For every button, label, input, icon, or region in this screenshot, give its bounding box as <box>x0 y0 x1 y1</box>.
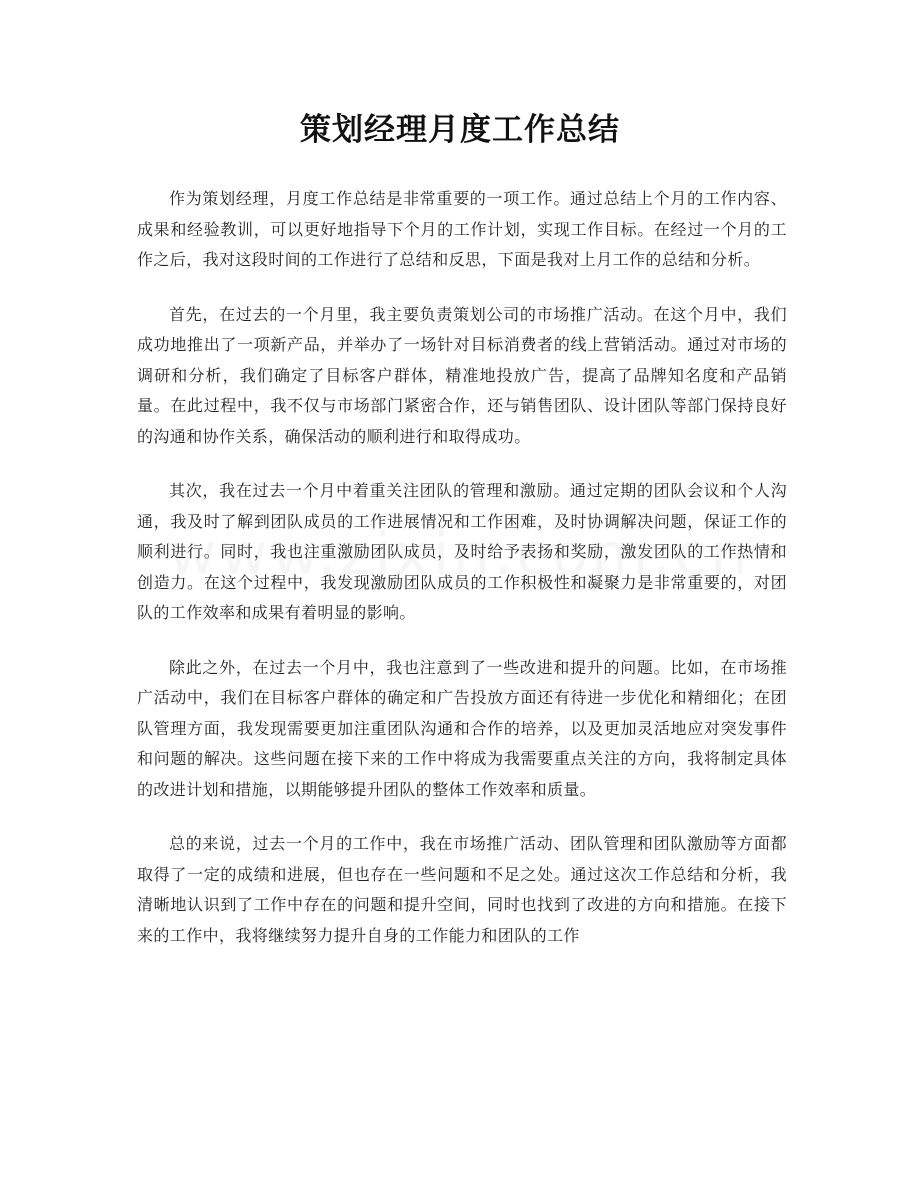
paragraph-improvements: 除此之外，在过去一个月中，我也注意到了一些改进和提升的问题。比如，在市场推广活动中，我们在目标客户群体的确定和广告投放方面还有待进一步优化和精细化；在团队管理方面，我发现需要更加注重团队沟通和合作的培养，以及更加灵活地应对突发事件和问题的解决。这些问题在接下来的工作中将成为我需要重点关注的方向，我将制定具体的改进计划和措施，以期能够提升团队的整体工作效率和质量。 <box>137 657 787 799</box>
paragraph-marketing: 首先，在过去的一个月里，我主要负责策划公司的市场推广活动。在这个月中，我们成功地推出了一项新产品，并举办了一场针对目标消费者的线上营销活动。通过对市场的调研和分析，我们确定了目标客户群体，精准地投放广告，提高了品牌知名度和产品销量。在此过程中，我不仅与市场部门紧密合作，还与销售团队、设计团队等部门保持良好的沟通和协作关系，确保活动的顺利进行和取得成功。 <box>137 304 787 446</box>
paragraph-conclusion: 总的来说，过去一个月的工作中，我在市场推广活动、团队管理和团队激励等方面都取得了一定的成绩和进展，但也存在一些问题和不足之处。通过这次工作总结和分析，我清晰地认识到了工作中存在的问题和提升空间，同时也找到了改进的方向和措施。在接下来的工作中，我将继续努力提升自身的工作能力和团队的工作 <box>137 834 787 945</box>
paragraph-intro: 作为策划经理，月度工作总结是非常重要的一项工作。通过总结上个月的工作内容、成果和经验教训，可以更好地指导下个月的工作计划，实现工作目标。在经过一个月的工作之后，我对这段时间的工作进行了总结和反思，下面是我对上月工作的总结和分析。 <box>137 189 787 269</box>
document-body <box>137 184 787 975</box>
paragraph-team-management: 其次，我在过去一个月中着重关注团队的管理和激励。通过定期的团队会议和个人沟通，我及时了解到团队成员的工作进展情况和工作困难，及时协调解决问题，保证工作的顺利进行。同时，我也注重激励团队成员，及时给予表扬和奖励，激发团队的工作热情和创造力。在这个过程中，我发现激励团队成员的工作积极性和凝聚力是非常重要的，对团队的工作效率和成果有着明显的影响。 <box>137 481 787 622</box>
document-title: 策划经理月度工作总结 <box>300 112 620 148</box>
